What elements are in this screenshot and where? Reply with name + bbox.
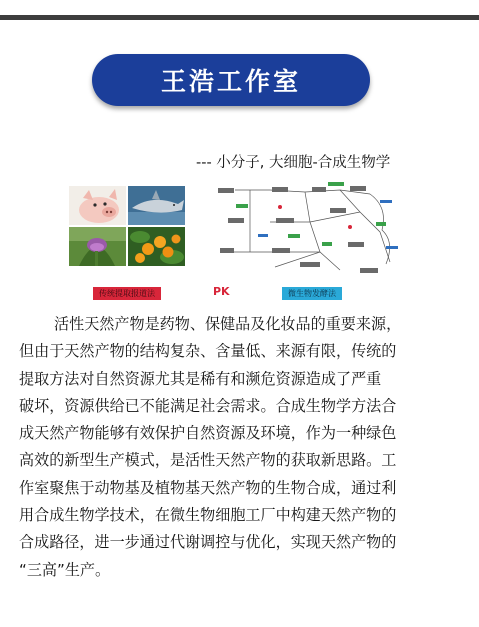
paragraph-line: 用合成生物学技术，在微生物细胞工厂中构建天然产物的	[19, 506, 397, 525]
paragraph-line: 但由于天然产物的结构复杂、含量低、来源有限，传统的	[19, 342, 397, 361]
paragraph-line: 成天然产物能够有效保护自然资源及环境，作为一种绿色	[19, 424, 397, 443]
paragraph-line: 合成路径，进一步通过代谢调控与优化，实现天然产物的	[19, 533, 397, 552]
paragraph-line: 高效的新型生产模式，是活性天然产物的获取新思路。工	[19, 451, 397, 470]
orange-fruit-photo	[128, 227, 185, 266]
pig-photo	[69, 186, 126, 225]
top-divider	[0, 15, 479, 20]
banner-title: 王浩工作室	[160, 67, 301, 96]
paragraph-line: 作室聚焦于动物基及植物基天然产物的生物合成，通过利	[19, 478, 397, 497]
title-banner	[92, 54, 370, 106]
shark-photo	[128, 186, 185, 225]
microbial-fermentation-label: 微生物发酵法	[282, 287, 342, 300]
paragraph-line: “三高”生产。	[19, 560, 111, 579]
pk-label: PK	[213, 285, 230, 298]
natural-source-photo-grid	[69, 186, 185, 266]
paragraph-line: 破坏，资源供给已不能满足社会需求。合成生物学方法合	[19, 396, 397, 415]
metabolic-pathway-diagram	[210, 182, 404, 280]
paragraph-line: 提取方法对自然资源尤其是稀有和濒危资源造成了严重	[19, 369, 382, 388]
subtitle: --- 小分子, 大细胞-合成生物学	[196, 155, 391, 171]
description-paragraph	[19, 311, 470, 584]
paragraph-line: 活性天然产物是药物、保健品及化妆品的重要来源，	[54, 315, 402, 333]
thistle-flower-photo	[69, 227, 126, 266]
traditional-extraction-label: 传统提取报道法	[93, 287, 161, 300]
